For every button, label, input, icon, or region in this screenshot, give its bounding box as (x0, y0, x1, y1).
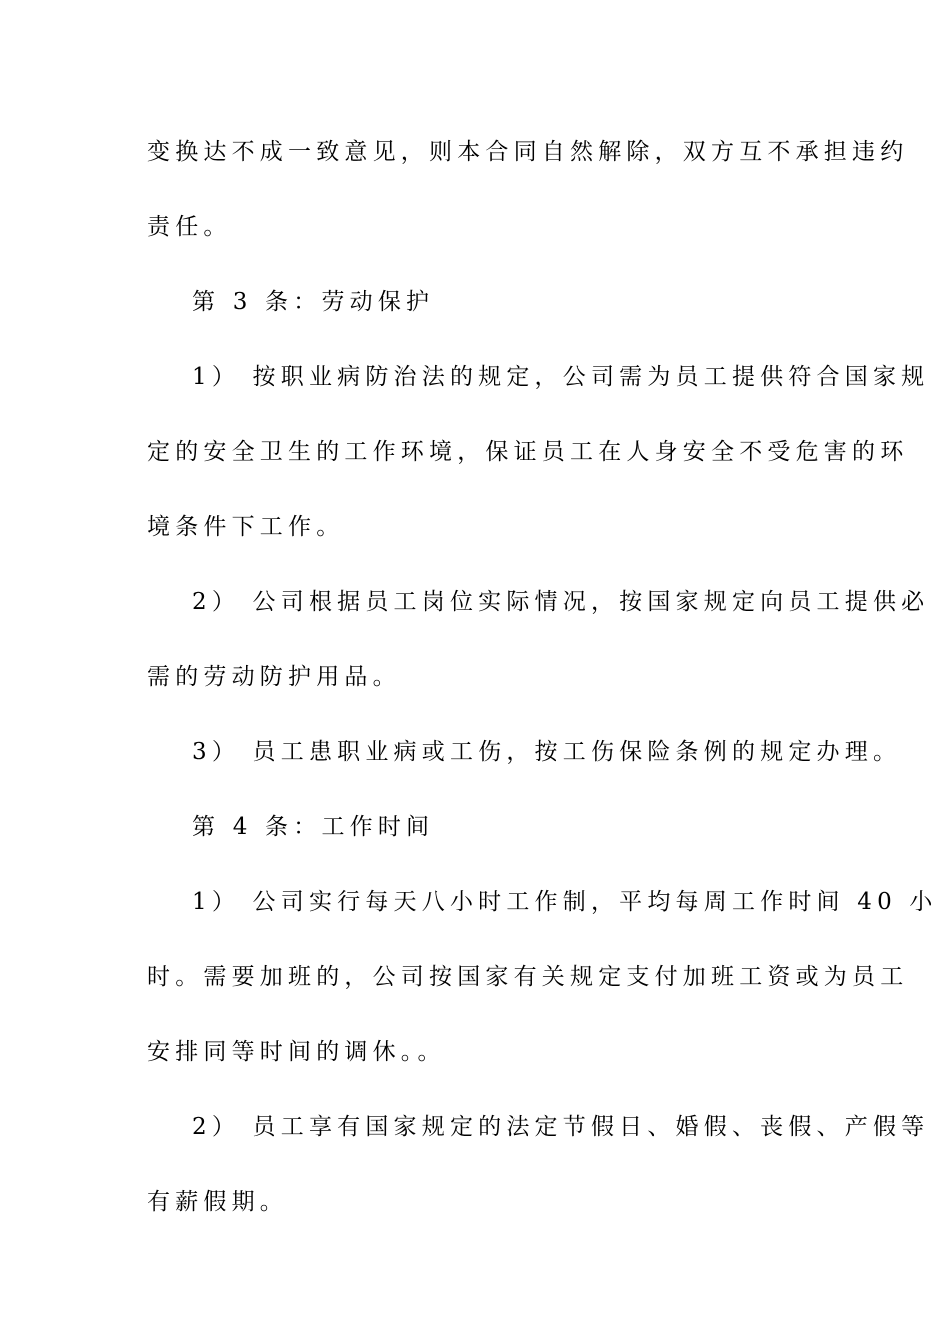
section-heading-article-4: 第 4 条：工作时间 (192, 814, 435, 840)
paragraph-line: 定的安全卫生的工作环境，保证员工在人身安全不受危害的环 (147, 439, 909, 465)
paragraph-line: 有薪假期。 (147, 1189, 288, 1215)
paragraph-line: 3） 员工患职业病或工伤，按工伤保险条例的规定办理。 (192, 739, 902, 765)
paragraph-line: 责任。 (147, 214, 232, 240)
paragraph-line: 2） 公司根据员工岗位实际情况，按国家规定向员工提供必 (192, 589, 930, 615)
paragraph-line: 安排同等时间的调休。。 (147, 1039, 446, 1065)
paragraph-line: 时。需要加班的，公司按国家有关规定支付加班工资或为员工 (147, 964, 909, 990)
paragraph-line: 1） 按职业病防治法的规定，公司需为员工提供符合国家规 (192, 364, 930, 390)
paragraph-line: 需的劳动防护用品。 (147, 664, 401, 690)
paragraph-line: 境条件下工作。 (147, 514, 345, 540)
paragraph-line: 1） 公司实行每天八小时工作制，平均每周工作时间 40 小 (192, 889, 938, 915)
paragraph-line: 变换达不成一致意见，则本合同自然解除，双方互不承担违约 (147, 139, 909, 165)
paragraph-line: 2） 员工享有国家规定的法定节假日、婚假、丧假、产假等 (192, 1114, 930, 1140)
section-heading-article-3: 第 3 条：劳动保护 (192, 289, 435, 315)
